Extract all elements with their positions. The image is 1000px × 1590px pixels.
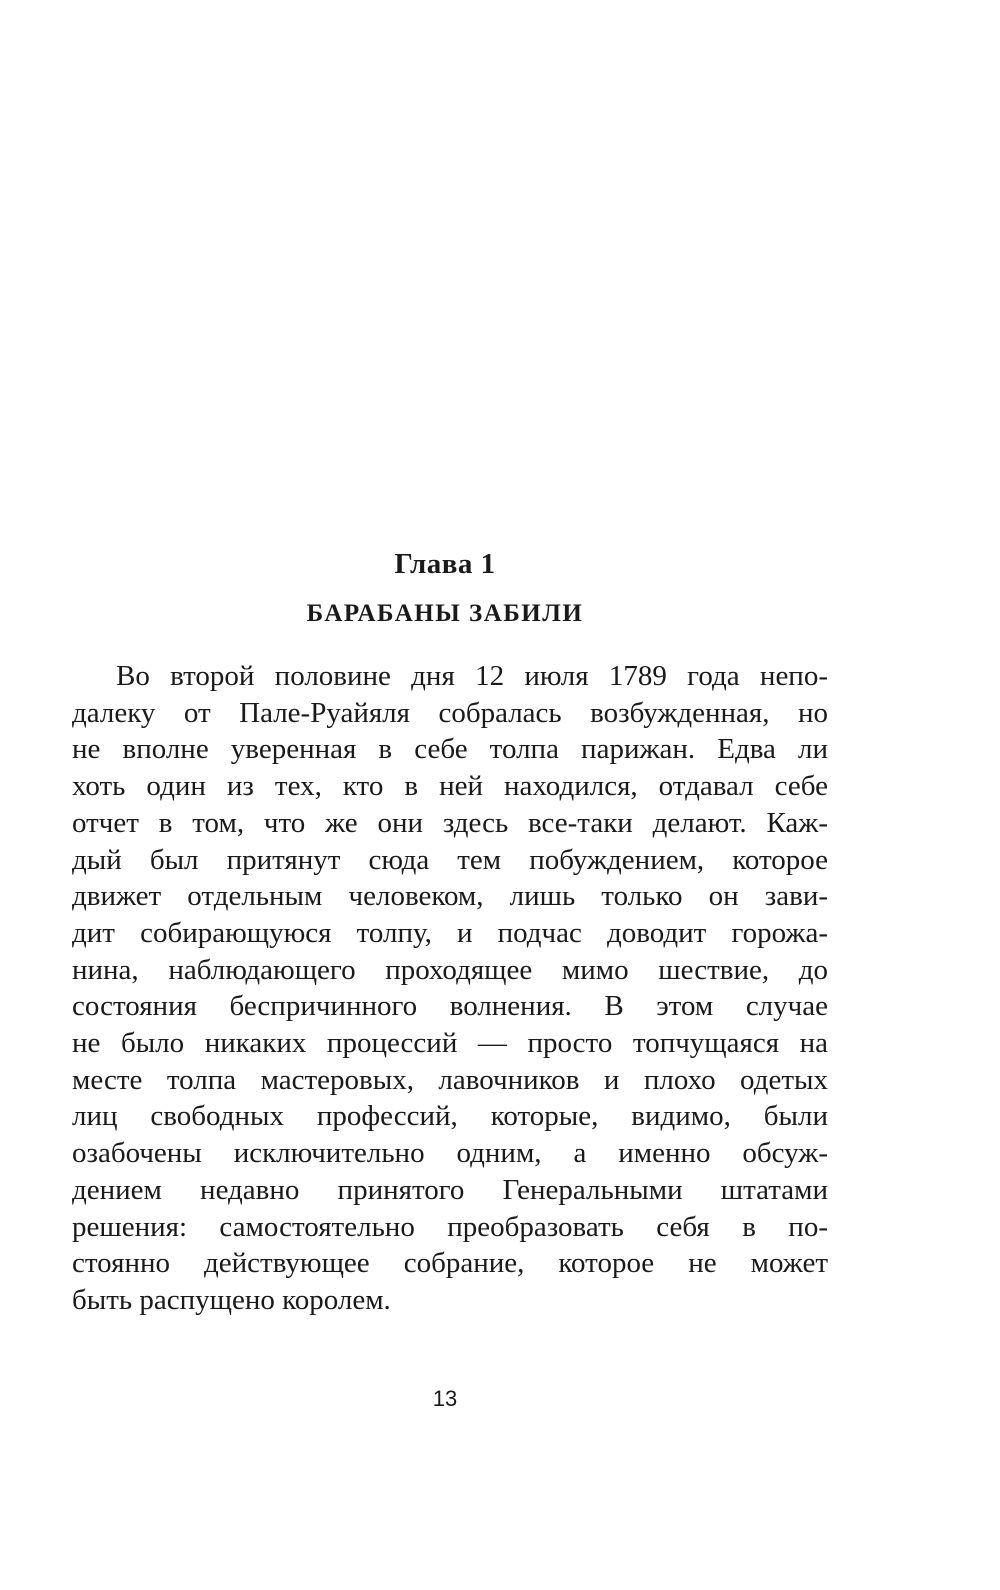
chapter-title: БАРАБАНЫ ЗАБИЛИ [306, 600, 584, 627]
text-line: нина, наблюдающего проходящее мимо шествие, до [72, 953, 828, 986]
text-line: дит собирающуюся толпу, и подчас доводит горожа- [72, 916, 828, 949]
chapter-number: Глава 1 [394, 548, 496, 580]
text-line: далеку от Пале-Руайяля собралась возбужденная, но [72, 696, 828, 729]
text-line: движет отдельным человеком, лишь только он зави- [72, 880, 828, 913]
text-line: не было никаких процессий — просто топчущаяся на [72, 1027, 828, 1060]
text-line: месте толпа мастеровых, лавочников и плохо одетых [72, 1063, 828, 1096]
text-line: дый был притянут сюда тем побуждением, которое [72, 843, 828, 876]
body-paragraph [72, 658, 828, 1319]
text-line: дением недавно принятого Генеральными штатами [72, 1173, 828, 1206]
text-line: не вполне уверенная в себе толпа парижан. Едва ли [72, 733, 828, 766]
text-line: лиц свободных профессий, которые, видимо, были [72, 1100, 828, 1133]
text-line: решения: самостоятельно преобразовать себя в по- [72, 1210, 828, 1243]
text-line: озабочены исключительно одним, а именно обсуж- [72, 1137, 828, 1170]
text-line: стоянно действующее собрание, которое не может [72, 1247, 828, 1280]
text-line: состояния беспричинного волнения. В этом случае [72, 990, 828, 1023]
text-line: быть распущено королем. [72, 1283, 391, 1316]
text-line: Во второй половине дня 12 июля 1789 года непо- [116, 660, 828, 692]
text-line: отчет в том, что же они здесь все-таки делают. Каж- [72, 806, 828, 839]
page-number: 13 [432, 1386, 458, 1411]
text-line: хоть один из тех, кто в ней находился, отдавал себе [72, 770, 828, 803]
